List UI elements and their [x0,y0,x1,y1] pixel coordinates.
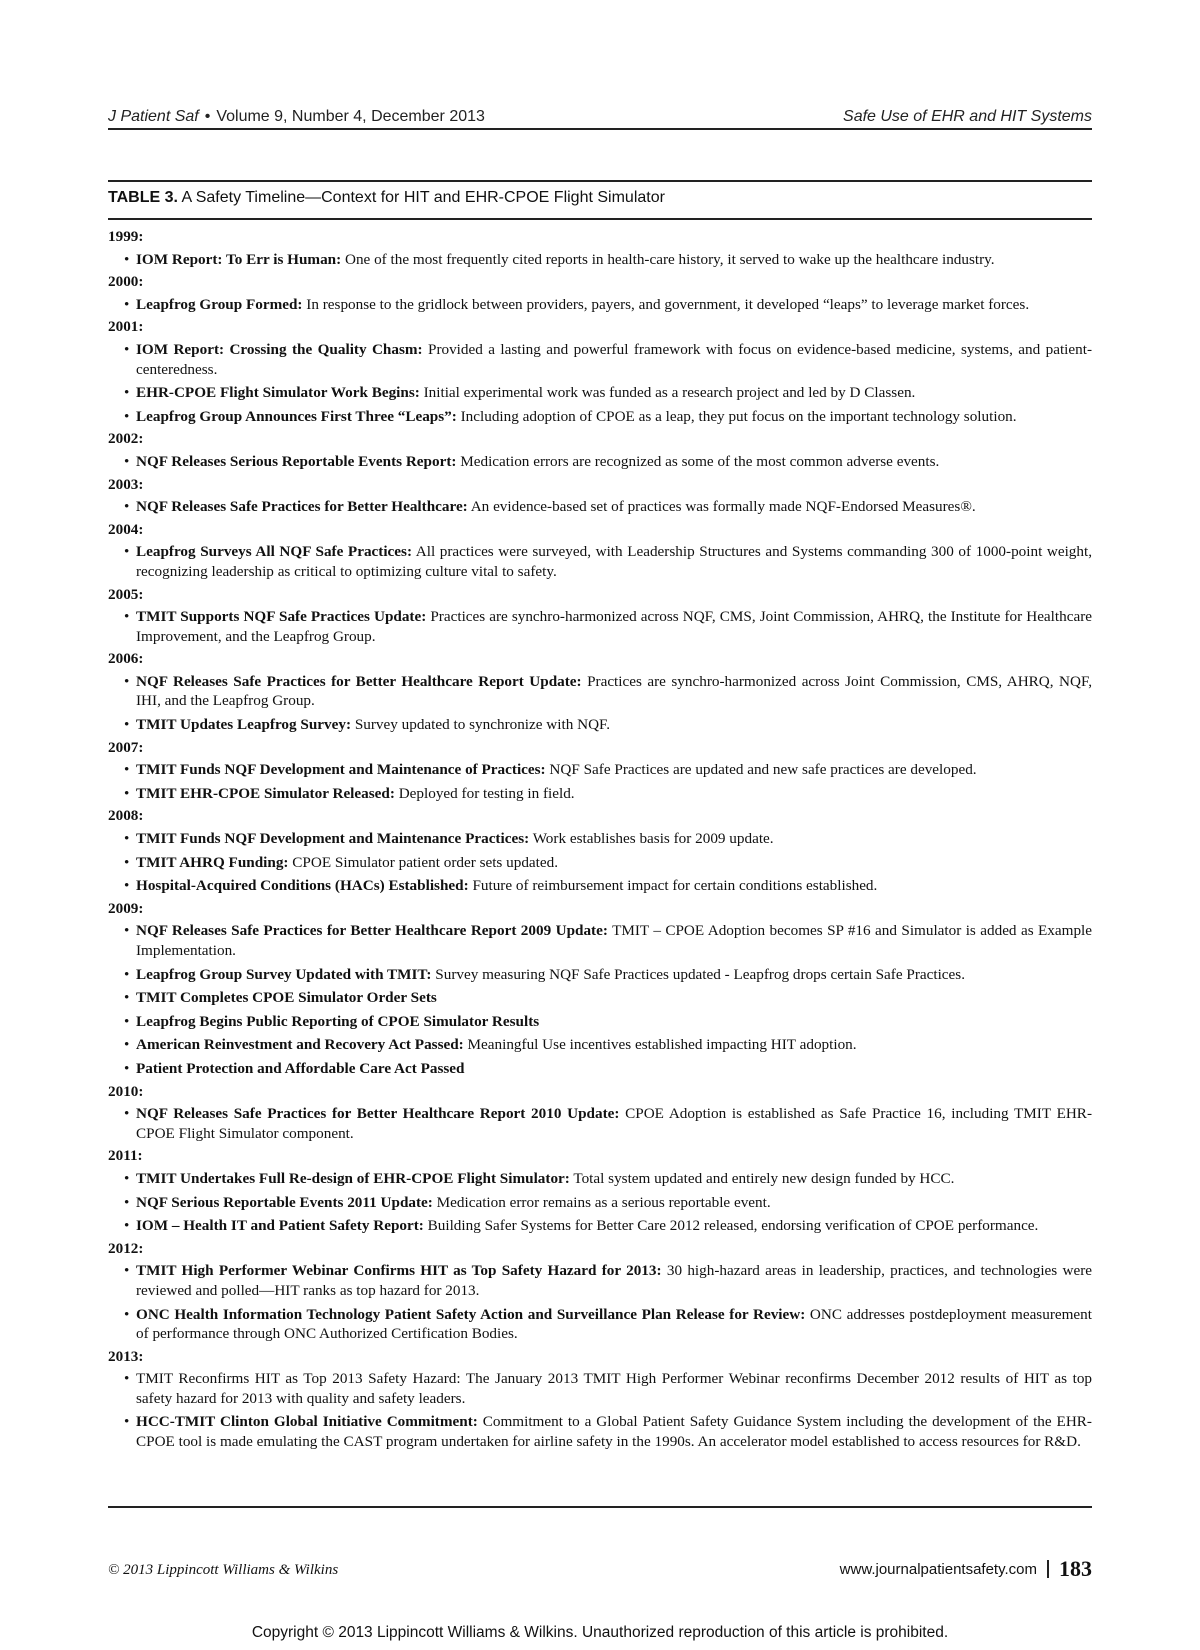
table-header-rule [108,218,1092,220]
header-rule [108,128,1092,130]
timeline-entry [108,758,1092,782]
timeline-entry [108,1167,1092,1191]
entry-title: Leapfrog Group Announces First Three “Leaps”: [136,407,457,425]
entry-title: NQF Releases Serious Reportable Events Report: [136,452,457,470]
timeline-year: 2005: [108,585,144,603]
entry-description: One of the most frequently cited reports in health-care history, it served to wake up the healthcare industry. [341,250,995,268]
entry-title: TMIT High Performer Webinar Confirms HIT as Top Safety Hazard for 2013: [136,1262,662,1280]
bullet-marker: • [124,1169,130,1187]
timeline-year: 1999: [108,228,144,245]
entry-description: Building Safer Systems for Better Care 2012 released, endorsing verification of CPOE performance. [423,1217,1039,1235]
entry-title: TMIT Completes CPOE Simulator Order Sets [136,989,437,1007]
entry-description: NQF Safe Practices are updated and new safe practices are developed. [545,761,977,779]
timeline-entry [108,1102,1092,1145]
timeline-year: 2006: [108,650,144,668]
entry-description: Provided a lasting and powerful framework with focus on evidence-based medicine, systems, and patient-centeredness. [136,340,1092,378]
timeline-year: 2001: [108,318,144,336]
timeline-entry [108,1214,1092,1238]
timeline-entry [108,450,1092,474]
timeline-entry [108,713,1092,737]
entry-title: Hospital-Acquired Conditions (HACs) Established: [136,877,469,895]
entry-description: The January 2013 TMIT High Performer Webinar reconfirms December 2012 results of HIT as top safety hazard for 2013 with quality and safety leaders. [136,1370,1093,1407]
entry-title: TMIT Supports NQF Safe Practices Update: [136,608,427,626]
timeline-year: 2012: [108,1239,144,1257]
timeline-entry [108,874,1092,898]
entry-description: Meaningful Use incentives established impacting HIT adoption. [463,1036,857,1054]
entry-description: Practices are synchro-harmonized across NQF, CMS, Joint Commission, AHRQ, the Institute for Healthcare Improvement, and the Leapfrog Group. [136,608,1092,645]
bullet-marker: • [124,407,130,425]
bullet-separator: • [204,108,211,125]
timeline-year: 2002: [108,430,144,448]
bullet-marker: • [124,1413,130,1431]
section-title: Safe Use of EHR and HIT Systems [843,108,1092,125]
timeline-entry [108,1057,1092,1081]
timeline-year: 2007: [108,738,144,756]
bullet-marker: • [124,989,130,1007]
entry-title: NQF Serious Reportable Events 2011 Update: [136,1193,433,1211]
page-footer [108,1556,1092,1586]
timeline-entry [108,540,1092,583]
entry-description: Initial experimental work was funded as a research project and led by D Classen. [419,384,916,402]
timeline-entry [108,919,1092,962]
entry-title: ONC Health Information Technology Patient Safety Action and Surveillance Plan Release for Review: [136,1305,806,1323]
timeline-year: 2010: [108,1082,144,1100]
table-label: TABLE 3. [108,189,178,206]
entry-title: Leapfrog Begins Public Reporting of CPOE Simulator Results [136,1012,540,1030]
entry-title: TMIT Funds NQF Development and Maintenance of Practices: [136,761,546,779]
entry-title: TMIT AHRQ Funding: [136,853,289,871]
bullet-marker: • [124,965,130,983]
footer-divider [1047,1560,1049,1578]
bullet-marker: • [124,1305,130,1323]
entry-title: TMIT Undertakes Full Re-design of EHR-CPOE Flight Simulator: [136,1169,570,1187]
bullet-marker: • [124,1059,130,1077]
timeline-year: 2003: [108,475,144,493]
entry-title: TMIT Reconfirms HIT as Top 2013 Safety Hazard: [136,1370,461,1388]
entry-title: HCC-TMIT Clinton Global Initiative Commitment: [136,1413,478,1431]
entry-title: NQF Releases Safe Practices for Better Healthcare: [136,498,468,516]
timeline-year: 2011: [108,1147,143,1165]
entry-title: IOM Report: Crossing the Quality Chasm: [136,340,423,358]
timeline-entry [108,1033,1092,1057]
timeline-entry [108,1259,1092,1302]
footer-right [840,1556,1092,1582]
bullet-marker: • [124,498,130,516]
bullet-marker: • [124,340,130,358]
timeline-entry [108,1191,1092,1215]
timeline-year: 2000: [108,273,144,291]
timeline-entry [108,1303,1092,1346]
entry-title: Leapfrog Group Survey Updated with TMIT: [136,965,432,983]
timeline-entry [108,1010,1092,1034]
entry-description: Practices are synchro-harmonized across Joint Commission, CMS, AHRQ, NQF, IHI, and the Leapfrog Group. [136,672,1092,710]
timeline-entry [108,495,1092,519]
bullet-marker: • [124,384,130,402]
timeline-year: 2004: [108,520,144,538]
bullet-marker: • [124,1370,130,1388]
entry-description: Survey measuring NQF Safe Practices updated - Leapfrog drops certain Safe Practices. [431,965,965,983]
entry-description: Deployed for testing in field. [394,784,575,802]
table-title [108,189,665,207]
timeline-entry [108,1367,1092,1410]
entry-description: ONC addresses postdeployment measurement of performance through ONC Authorized Certification Bodies. [136,1305,1092,1343]
entry-description: Medication error remains as a serious reportable event. [432,1193,771,1211]
bullet-marker: • [124,452,130,470]
entry-description: Work establishes basis for 2009 update. [529,830,774,848]
timeline-entry [108,782,1092,806]
timeline-entry [108,338,1092,381]
entry-title: TMIT Updates Leapfrog Survey: [136,716,352,734]
bullet-marker: • [124,1105,130,1123]
entry-description: In response to the gridlock between providers, payers, and government, it developed “leaps” to leverage market forces. [302,295,1030,313]
bullet-marker: • [124,608,130,626]
bullet-marker: • [124,1262,130,1280]
timeline-entry [108,405,1092,429]
bullet-marker: • [124,250,130,268]
entry-description: CPOE Simulator patient order sets updated. [288,853,559,871]
journal-name: J Patient Saf [108,108,199,125]
running-head [108,104,1092,130]
bullet-marker: • [124,761,130,779]
entry-description: CPOE Adoption is established as Safe Practice 16, including TMIT EHR-CPOE Flight Simulator component. [136,1105,1092,1142]
timeline-year: 2008: [108,807,144,825]
timeline-entry [108,381,1092,405]
bullet-marker: • [124,853,130,871]
entry-title: NQF Releases Safe Practices for Better Healthcare Report 2010 Update: [136,1105,620,1123]
entry-description: Medication errors are recognized as some of the most common adverse events. [456,452,940,470]
bullet-marker: • [124,830,130,848]
bullet-marker: • [124,1193,130,1211]
bullet-marker: • [124,1012,130,1030]
entry-title: IOM Report: To Err is Human: [136,250,342,268]
entry-title: American Reinvestment and Recovery Act Passed: [136,1036,464,1054]
timeline-entry [108,986,1092,1010]
timeline-entry [108,248,1092,272]
entry-title: EHR-CPOE Flight Simulator Work Begins: [136,384,420,402]
timeline-entry [108,963,1092,987]
entry-title: NQF Releases Safe Practices for Better Healthcare Report 2009 Update: [136,922,608,940]
table-bottom-rule [108,1506,1092,1508]
entry-description: 30 high-hazard areas in leadership, practices, and technologies were reviewed and polled—HIT ranks as top hazard for 2013. [136,1262,1092,1299]
journal-url[interactable]: www.journalpatientsafety.com [839,1560,1037,1578]
entry-description: Total system updated and entirely new design funded by HCC. [569,1169,955,1187]
entry-title: TMIT EHR-CPOE Simulator Released: [136,784,395,802]
timeline-year: 2013: [108,1347,144,1365]
entry-title: NQF Releases Safe Practices for Better Healthcare Report Update: [136,672,582,690]
bullet-marker: • [124,784,130,802]
table-top-rule [108,180,1092,182]
timeline-entry [108,827,1092,851]
timeline-entry [108,605,1092,648]
timeline-entry [108,293,1092,317]
entry-description: All practices were surveyed, with Leadership Structures and Systems commanding 300 of 1000-point weight, recognizing leadership as critical to optimizing culture vital to safety. [136,543,1093,580]
entry-title: TMIT Funds NQF Development and Maintenance Practices: [136,830,530,848]
bullet-marker: • [124,877,130,895]
bullet-marker: • [124,672,130,690]
entry-title: Leapfrog Surveys All NQF Safe Practices: [136,543,413,561]
bullet-marker: • [124,922,130,940]
entry-description: Survey updated to synchronize with NQF. [351,716,611,734]
entry-description: TMIT – CPOE Adoption becomes SP #16 and Simulator is added as Example Implementation. [136,922,1092,959]
journal-citation [108,108,485,126]
safety-timeline [108,226,1092,1454]
bullet-marker: • [124,295,130,313]
bullet-marker: • [124,1217,130,1235]
timeline-year: 2009: [108,899,144,917]
footer-copyright: © 2013 Lippincott Williams & Wilkins [108,1562,339,1578]
timeline-entry [108,1410,1092,1453]
entry-title: Leapfrog Group Formed: [136,295,303,313]
table-caption: A Safety Timeline—Context for HIT and EHR-CPOE Flight Simulator [181,189,665,206]
timeline-entry [108,670,1092,713]
entry-description: Including adoption of CPOE as a leap, they put focus on the important technology solution. [456,407,1017,425]
entry-description: Future of reimbursement impact for certain conditions established. [468,877,878,895]
bullet-marker: • [124,543,130,561]
entry-description: Commitment to a Global Patient Safety Guidance System including the development of the EHR-CPOE tool is made emulating the CAST program undertaken for airline safety in the 1990s. An accelerator model established to access resources for R&D. [136,1413,1092,1451]
issue-info: Volume 9, Number 4, December 2013 [216,108,485,125]
entry-description: An evidence-based set of practices was formally made NQF-Endorsed Measures®. [467,498,976,516]
entry-title: Patient Protection and Affordable Care Act Passed [136,1059,465,1077]
bullet-marker: • [124,1036,130,1054]
timeline-entry [108,851,1092,875]
page-number: 183 [1059,1556,1092,1581]
entry-title: IOM – Health IT and Patient Safety Report: [136,1217,424,1235]
copyright-notice: Copyright © 2013 Lippincott Williams & Wilkins. Unauthorized reproduction of this article is prohibited. [251,1624,949,1641]
bullet-marker: • [124,716,130,734]
